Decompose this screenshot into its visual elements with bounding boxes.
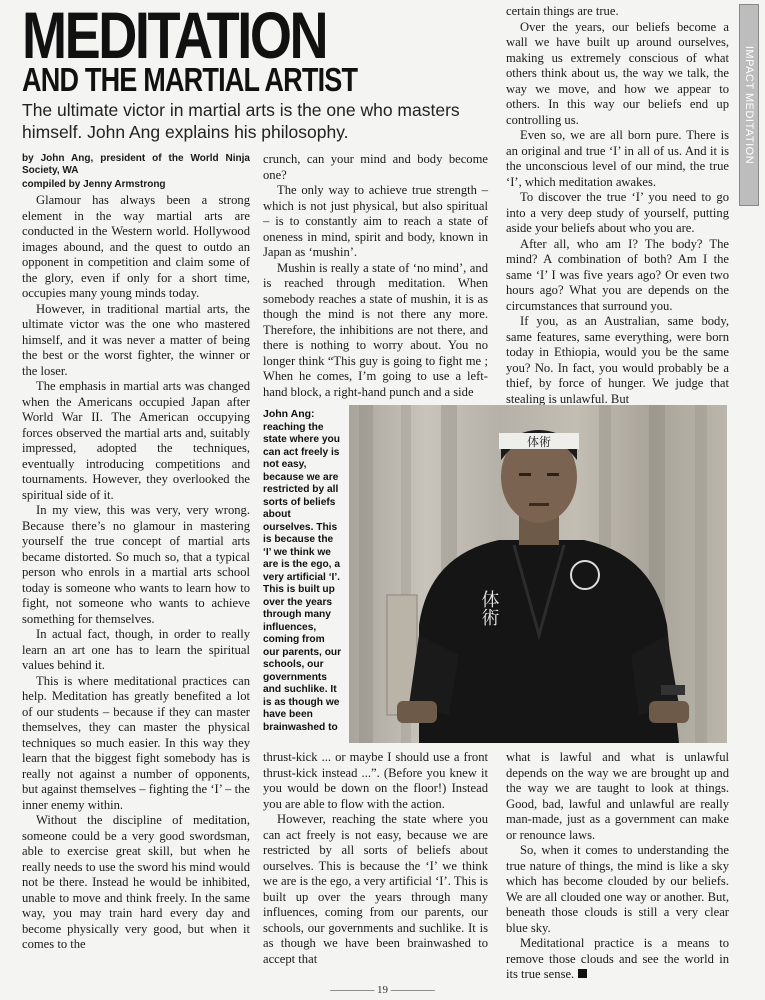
footer-rule-left: ———— — [330, 984, 377, 996]
end-of-article-mark — [578, 969, 587, 978]
paragraph: Without the discipline of meditation, someone could be a very good swordsman, able to exercise great skill, but when he really needs to use the sword his mind would not be there. Instead he would be inhibited, unable to move and think freely. In the same way, you may train hard every day and become physically very good, but when it comes to the — [22, 813, 250, 951]
left-hand — [397, 701, 437, 723]
article-title: MEDITATION — [22, 0, 327, 72]
mouth — [529, 503, 549, 506]
paragraph: The emphasis in martial arts was changed when the Americans occupied Japan after World War II. The American occupying forces observed the martial arts and, suitably impressed, adopted the techniques, eventually introducing competitions and tournaments. However, they overlooked the spiritual side of it. — [22, 379, 250, 502]
paragraph: However, in traditional martial arts, the ultimate victor was the one who mastered himself, and it was never a matter of being the best or the worst fighter, the winner or the loser. — [22, 301, 250, 378]
paragraph: This is where meditational practices can help. Meditation has greatly benefited a lot of our students – because if they can master themselves, they can master the physical techniques so much easier. In this way they learn that the biggest fight somebody has is really not against a number of opponents, but against themselves – fighting the ‘I’ – the inner enemy within. — [22, 673, 250, 812]
eye-right — [547, 473, 559, 476]
photo-illustration — [349, 405, 727, 743]
article-standfirst: The ultimate victor in martial arts is the one who masters himself. John Ang explains his philosophy. — [22, 100, 460, 142]
paragraph: If you, as an Australian, same body, same features, same everything, were born today in Ethiopia, would you be the same you? No. In fact, you would probably be a thief, by force of hunger. We judge that stealing is unlawful. But — [506, 314, 729, 406]
wristwatch — [661, 685, 685, 695]
right-hand — [649, 701, 689, 723]
compiled-by: compiled by Jenny Armstrong — [22, 179, 166, 190]
paragraph: Mushin is really a state of ‘no mind’, and is reached through meditation. When somebody reaches a state of mushin, it is as though the mind is not there any more. Therefore, the inhibitions are not there, and there is nothing to worry about. You no longer think “This guy is going to fight me ; When he comes, I’m going to use a left-hand block, a right-hand punch and a side — [263, 260, 488, 399]
column-3-top — [506, 4, 729, 407]
photo-caption — [263, 408, 343, 734]
caption-label: John Ang: — [263, 408, 315, 420]
section-tab-label: IMPACT MEDITATION — [743, 45, 755, 165]
column-1 — [22, 153, 250, 953]
paragraph: thrust-kick ... or maybe I should use a front thrust-kick instead ...”. (Before you knew it you would be down on the floor!) Instead you are able to flow with the action. — [263, 750, 488, 811]
footer-rule-right: ———— — [388, 984, 435, 996]
paragraph — [506, 936, 729, 983]
paragraph: So, when it comes to understanding the true nature of things, the mind is like a sky which has become clouded by our beliefs. We are all clouded one way or another. But, beneath those clouds is still a very clear blue sky. — [506, 843, 729, 935]
paragraph: certain things are true. — [506, 4, 619, 18]
headband-text: 体術 — [526, 435, 552, 449]
paragraph: what is lawful and what is unlawful depends on the way we are brought up and the way we are taught to look at things. Good, bad, lawful and unlawful are really man-made, just as a government can make or renounce laws. — [506, 750, 729, 842]
paragraph: Even so, we are all born pure. There is an original and true ‘I’ in all of us. And it is the unconscious level of our mind, the true ‘I’, which meditation awakes. — [506, 128, 729, 189]
gi-chest-text: 体術 — [478, 590, 500, 626]
paragraph: Over the years, our beliefs become a wall we have built up around ourselves, making us extremely conscious of what others think about us, the way we talk, the way we move, and how we appear to others. In this way our beliefs end up controlling us. — [506, 19, 729, 127]
paragraph: The only way to achieve true strength – which is not just physical, but also spiritual – is to constantly aim to reach a state of oneness in mind, spirit and body, known in Japan as ‘mushin’. — [263, 183, 488, 259]
paragraph: crunch, can your mind and body become one? — [263, 152, 488, 182]
byline: by John Ang, president of the World Ninja Society, WA — [22, 153, 250, 176]
paragraph: However, reaching the state where you can act freely is not easy, because we are restricted by all sorts of beliefs about ourselves. This is because the ‘I’ we think we are is the ego, a very artificial ‘I’. This is built up over the years through many influences, coming from our parents, our schools, our governments and suchlike. It is as though we have been brainwashed to accept that — [263, 812, 488, 966]
eye-left — [519, 473, 531, 476]
paragraph-text: Meditational practice is a means to remove those clouds and see the world in its true sense. — [506, 936, 729, 981]
caption-text: reaching the state where you can act freely is not easy, because we are restricted by all sorts of beliefs about ourselves. This is because the ‘I’ we think we are is the ego, a very artificial ‘I’. This is built up over the years through many influences, coming from our parents, our schools, our governments and suchlike. It is as though we have been brainwashed to — [263, 421, 342, 733]
column-2-bottom — [263, 750, 488, 967]
paragraph: To discover the true ‘I’ you need to go into a very deep study of yourself, putting aside your beliefs about who you are. — [506, 190, 729, 235]
paragraph: In my view, this was very, very wrong. Because there’s no glamour in mastering yourself the true concept of martial arts became distorted. So much so, that a typical person who enrols in a martial arts school today is someone who wants to learn how to fight, not someone who wants to achieve something for themselves. — [22, 503, 250, 626]
paragraph: Glamour has always been a strong element in the way martial arts are conducted in the Western world. Hollywood images abound, and the quest to outdo an opponent in competition and claim some of the glory, even if only for a short time, occupies many young minds today. — [22, 193, 250, 300]
article-subtitle: AND THE MARTIAL ARTIST — [22, 61, 358, 98]
page-footer — [0, 984, 765, 996]
column-3-bottom — [506, 750, 729, 983]
photo-john-ang-meditating — [349, 405, 727, 743]
paragraph: In actual fact, though, in order to really learn an art one has to learn the spiritual values behind it. — [22, 627, 250, 672]
section-tab — [739, 4, 759, 206]
page-number: 19 — [377, 984, 388, 996]
paragraph: After all, who am I? The body? The mind? A combination of both? Am I the same ‘I’ I was five years ago? Or even two hours ago? What you are depends on the circumstances that surround you. — [506, 236, 729, 313]
column-2-top — [263, 152, 488, 400]
